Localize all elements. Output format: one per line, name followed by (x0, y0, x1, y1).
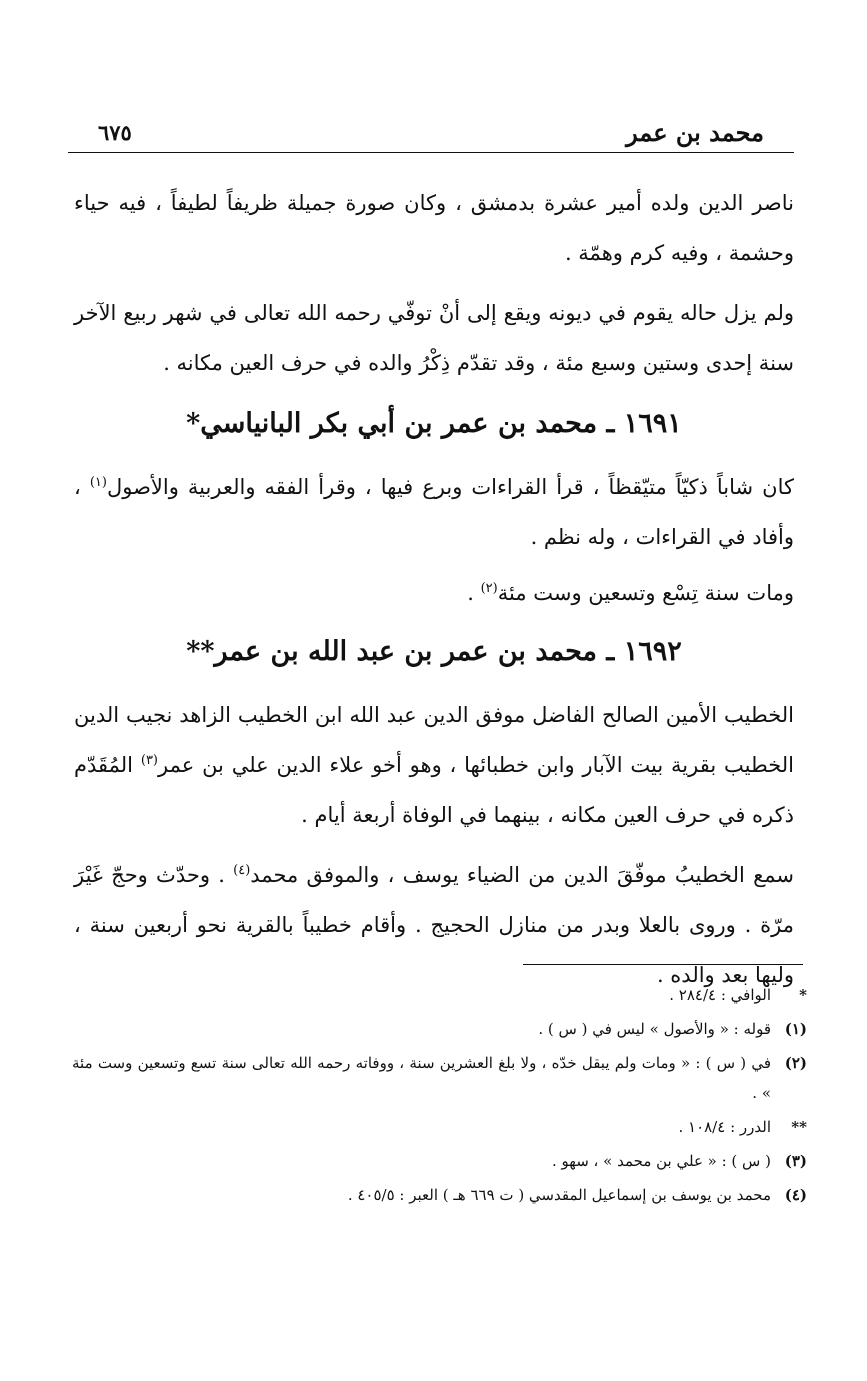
paragraph-text: ومات سنة تِسْع وتسعين وست مئة (497, 581, 794, 605)
footnote-mark: (٢) (784, 1054, 807, 1072)
paragraph (74, 568, 794, 618)
footnote (72, 1180, 807, 1210)
footnote (72, 1112, 807, 1142)
footnote-mark: (١) (784, 1020, 807, 1038)
entry-heading: ١٦٩١ ـ محمد بن عمر بن أبي بكر البانياسي* (186, 408, 682, 439)
footnote-text: محمد بن يوسف بن إسماعيل المقدسي ( ت ٦٦٩ هـ ) العبر : ٤٠٥/٥ . (347, 1186, 771, 1204)
footnote-text: الدرر : ١٠٨/٤ . (678, 1118, 771, 1136)
page-header (68, 116, 794, 153)
page-number: ٦٧٥ (98, 120, 132, 145)
entry-heading: ١٦٩٢ ـ محمد بن عمر بن عبد الله بن عمر** (186, 636, 682, 667)
footnote-ref: (١) (89, 475, 107, 490)
paragraph-text: الخطيب الأمين الصالح الفاضل موفق الدين عبد الله ابن الخطيب الزاهد نجيب الدين الخطيب بقرية بيت الآبار وابن خطبائها ، وهو أخو علاء الدين علي بن عمر (74, 703, 794, 777)
paragraph: ولم يزل حاله يقوم في ديونه ويقع إلى أنْ توفّي رحمه الله تعالى في شهر ربيع الآخر سنة إحدى وستين وسبع مئة ، وقد تقدّم ذِكْرُ والده في حرف العين مكانه . (74, 301, 794, 375)
paragraph: ناصر الدين ولده أمير عشرة بدمشق ، وكان صورة جميلة ظريفاً لطيفاً ، فيه حياء وحشمة ، وفيه كرم وهمّة . (74, 191, 794, 265)
footnote-text: في ( س ) : « ومات ولم يبقل خدّه ، ولا بلغ العشرين سنة ، ووفاته رحمه الله تعالى سنة تسع وتسعين وست مئة » . (72, 1054, 771, 1102)
footnote-divider (523, 964, 803, 965)
paragraph-text: كان شاباً ذكيّاً متيّقظاً ، قرأ القراءات وبرع فيها ، وقرأ الفقه والعربية والأصول (106, 475, 794, 499)
paragraph-text: المُقَدّم ذكره في حرف العين مكانه ، بينهما في الوفاة أربعة أيام . (74, 753, 794, 827)
footnotes (72, 980, 807, 1214)
footnote-mark: ** (791, 1118, 807, 1136)
footnote (72, 1146, 807, 1176)
main-text (74, 178, 794, 1010)
footnote-mark: (٣) (784, 1152, 807, 1170)
paragraph (74, 462, 794, 562)
footnote-ref: (٣) (140, 753, 158, 768)
paragraph (74, 850, 794, 1000)
footnote (72, 1014, 807, 1044)
paragraph-text: ، وأفاد في القراءات ، وله نظم . (74, 475, 794, 549)
footnote-text: قوله : « والأصول » ليس في ( س ) . (538, 1020, 771, 1038)
footnote-mark: (٤) (784, 1186, 807, 1204)
footnote-mark: * (799, 986, 807, 1004)
footnote-ref: (٤) (233, 863, 251, 878)
footnote-ref: (٢) (480, 581, 498, 596)
paragraph-text: . وحدّث وحجّ غَيْرَ مرّة . وروى بالعلا وبدر من منازل الحجيج . وأقام خطيباً بالقرية نحو أربعين سنة ، وليها بعد والده . (74, 863, 794, 987)
paragraph-text: سمع الخطيبُ موفّقَ الدين من الضياء يوسف ، والموفق محمد (250, 863, 794, 887)
footnote (72, 1048, 807, 1108)
footnote (72, 980, 807, 1010)
running-title: محمد بن عمر (626, 118, 764, 147)
paragraph-text: . (467, 581, 474, 605)
paragraph (74, 690, 794, 840)
footnote-text: ( س ) : « علي بن محمد » ، سهو . (552, 1152, 771, 1170)
footnote-text: الوافي : ٢٨٤/٤ . (669, 986, 771, 1004)
